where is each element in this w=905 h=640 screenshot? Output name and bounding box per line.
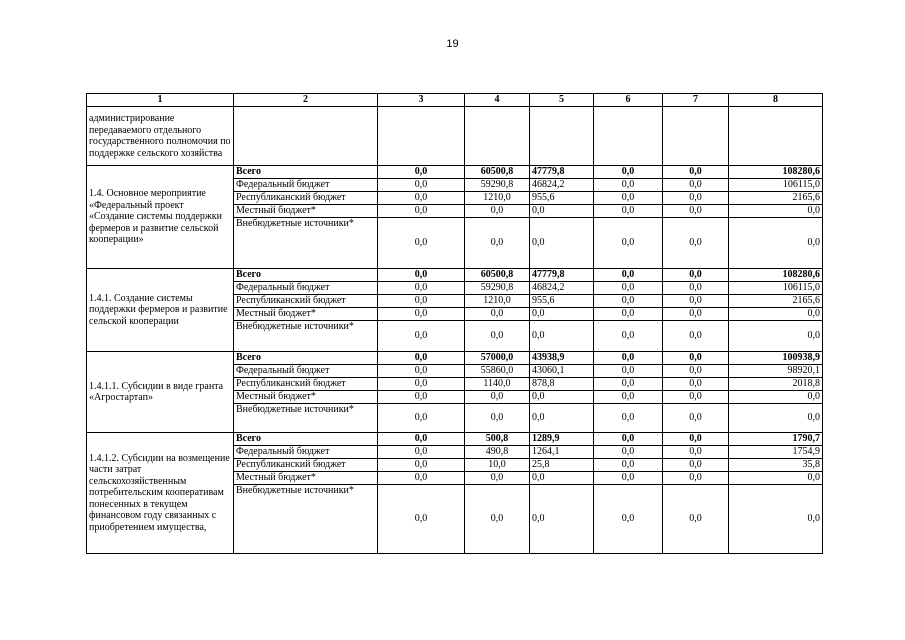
value-cell-8: 0,0: [729, 472, 823, 485]
value-cell-4: 0,0: [465, 472, 530, 485]
column-header: 2: [234, 94, 378, 107]
value-cell-8: 2165,6: [729, 192, 823, 205]
value-cell-4: 59290,8: [465, 179, 530, 192]
value-cell-3: 0,0: [378, 269, 465, 282]
column-header: 4: [465, 94, 530, 107]
value-cell-3: 0,0: [378, 295, 465, 308]
value-cell-3: 0,0: [378, 179, 465, 192]
funding-source: Внебюджетные источники*: [234, 321, 378, 352]
table-row-total: [87, 433, 823, 446]
value-cell-4: 0,0: [465, 218, 530, 269]
value-cell-3: 0,0: [378, 218, 465, 269]
value-cell-8: 1790,7: [729, 433, 823, 446]
table-row-total: [87, 352, 823, 365]
value-cell-7: 0,0: [663, 282, 729, 295]
value-cell-5: 0,0: [530, 485, 594, 554]
value-cell-5: 0,0: [530, 391, 594, 404]
header-row: [87, 94, 823, 107]
table-row-total: [87, 166, 823, 179]
value-cell-3: 0,0: [378, 282, 465, 295]
table-body: [87, 107, 823, 554]
value-cell-6: 0,0: [594, 192, 663, 205]
continuation-row: [87, 107, 823, 166]
column-header: 1: [87, 94, 234, 107]
value-cell-8: 2018,8: [729, 378, 823, 391]
value-cell-3: 0,0: [378, 321, 465, 352]
value-cell-8: 98920,1: [729, 365, 823, 378]
value-cell-6: 0,0: [594, 218, 663, 269]
value-cell-6: 0,0: [594, 485, 663, 554]
value-cell-5: 0,0: [530, 472, 594, 485]
value-cell-3: 0,0: [378, 391, 465, 404]
value-cell-8: 100938,9: [729, 352, 823, 365]
value-cell-7: 0,0: [663, 472, 729, 485]
value-cell-4: 60500,8: [465, 269, 530, 282]
value-cell-4: 500,8: [465, 433, 530, 446]
table-cell: [378, 107, 465, 166]
value-cell-6: 0,0: [594, 282, 663, 295]
value-cell-4: 0,0: [465, 308, 530, 321]
value-cell-4: 1210,0: [465, 295, 530, 308]
value-cell-5: 878,8: [530, 378, 594, 391]
value-cell-6: 0,0: [594, 365, 663, 378]
item-description: 1.4.1. Создание системы поддержки фермеров и развитие сельской кооперации: [87, 269, 234, 352]
value-cell-3: 0,0: [378, 485, 465, 554]
value-cell-7: 0,0: [663, 446, 729, 459]
value-cell-8: 1754,9: [729, 446, 823, 459]
budget-table: [86, 93, 823, 554]
funding-source: Всего: [234, 433, 378, 446]
value-cell-3: 0,0: [378, 365, 465, 378]
value-cell-5: 25,8: [530, 459, 594, 472]
value-cell-6: 0,0: [594, 404, 663, 433]
column-header: 5: [530, 94, 594, 107]
value-cell-6: 0,0: [594, 472, 663, 485]
funding-source: Всего: [234, 352, 378, 365]
value-cell-5: 0,0: [530, 321, 594, 352]
table-cell: [594, 107, 663, 166]
table-cell: [530, 107, 594, 166]
value-cell-5: 46824,2: [530, 179, 594, 192]
item-description: 1.4.1.1. Субсидии в виде гранта «Агростартап»: [87, 352, 234, 433]
value-cell-6: 0,0: [594, 321, 663, 352]
item-description: 1.4. Основное мероприятие «Федеральный проект «Создание системы поддержки фермеров и развитие сельской кооперации»: [87, 166, 234, 269]
value-cell-5: 1264,1: [530, 446, 594, 459]
value-cell-8: 0,0: [729, 391, 823, 404]
value-cell-7: 0,0: [663, 433, 729, 446]
funding-source: Федеральный бюджет: [234, 446, 378, 459]
value-cell-6: 0,0: [594, 295, 663, 308]
value-cell-4: 0,0: [465, 391, 530, 404]
value-cell-6: 0,0: [594, 205, 663, 218]
item-description: 1.4.1.2. Субсидии на возмещение части затрат сельскохозяйственным потребительским кооперативам понесенных в текущем финансовом году связанных с приобретением имущества,: [87, 433, 234, 554]
value-cell-7: 0,0: [663, 295, 729, 308]
value-cell-7: 0,0: [663, 179, 729, 192]
page-number: 19: [446, 38, 459, 50]
value-cell-5: 0,0: [530, 308, 594, 321]
funding-source: Внебюджетные источники*: [234, 218, 378, 269]
value-cell-4: 0,0: [465, 485, 530, 554]
table-row-total: [87, 269, 823, 282]
funding-source: Республиканский бюджет: [234, 459, 378, 472]
value-cell-7: 0,0: [663, 269, 729, 282]
value-cell-7: 0,0: [663, 308, 729, 321]
value-cell-5: 46824,2: [530, 282, 594, 295]
value-cell-5: 0,0: [530, 404, 594, 433]
value-cell-5: 43938,9: [530, 352, 594, 365]
value-cell-8: 108280,6: [729, 166, 823, 179]
value-cell-8: 108280,6: [729, 269, 823, 282]
value-cell-8: 0,0: [729, 485, 823, 554]
value-cell-8: 106115,0: [729, 179, 823, 192]
column-header: 7: [663, 94, 729, 107]
value-cell-4: 0,0: [465, 404, 530, 433]
value-cell-4: 0,0: [465, 321, 530, 352]
column-header: 8: [729, 94, 823, 107]
value-cell-3: 0,0: [378, 308, 465, 321]
funding-source: Местный бюджет*: [234, 472, 378, 485]
table-cell: [663, 107, 729, 166]
table-cell: [465, 107, 530, 166]
value-cell-4: 10,0: [465, 459, 530, 472]
funding-source: Федеральный бюджет: [234, 365, 378, 378]
value-cell-3: 0,0: [378, 205, 465, 218]
value-cell-6: 0,0: [594, 352, 663, 365]
value-cell-5: 0,0: [530, 205, 594, 218]
funding-source: Внебюджетные источники*: [234, 485, 378, 554]
value-cell-8: 0,0: [729, 218, 823, 269]
value-cell-3: 0,0: [378, 459, 465, 472]
funding-source: Федеральный бюджет: [234, 179, 378, 192]
funding-source: Местный бюджет*: [234, 391, 378, 404]
value-cell-7: 0,0: [663, 391, 729, 404]
value-cell-5: 955,6: [530, 295, 594, 308]
funding-source: Республиканский бюджет: [234, 192, 378, 205]
value-cell-8: 0,0: [729, 321, 823, 352]
value-cell-6: 0,0: [594, 446, 663, 459]
table-cell: [234, 107, 378, 166]
funding-source: Местный бюджет*: [234, 205, 378, 218]
value-cell-4: 1210,0: [465, 192, 530, 205]
funding-source: Республиканский бюджет: [234, 295, 378, 308]
value-cell-3: 0,0: [378, 192, 465, 205]
value-cell-4: 59290,8: [465, 282, 530, 295]
value-cell-6: 0,0: [594, 433, 663, 446]
value-cell-6: 0,0: [594, 166, 663, 179]
value-cell-7: 0,0: [663, 352, 729, 365]
value-cell-7: 0,0: [663, 485, 729, 554]
value-cell-3: 0,0: [378, 472, 465, 485]
value-cell-8: 0,0: [729, 404, 823, 433]
value-cell-5: 1289,9: [530, 433, 594, 446]
value-cell-3: 0,0: [378, 378, 465, 391]
value-cell-7: 0,0: [663, 321, 729, 352]
value-cell-7: 0,0: [663, 192, 729, 205]
value-cell-3: 0,0: [378, 446, 465, 459]
value-cell-6: 0,0: [594, 269, 663, 282]
value-cell-6: 0,0: [594, 179, 663, 192]
value-cell-7: 0,0: [663, 166, 729, 179]
funding-source: Внебюджетные источники*: [234, 404, 378, 433]
funding-source: Всего: [234, 269, 378, 282]
funding-source: Местный бюджет*: [234, 308, 378, 321]
value-cell-3: 0,0: [378, 404, 465, 433]
value-cell-8: 106115,0: [729, 282, 823, 295]
funding-source: Федеральный бюджет: [234, 282, 378, 295]
value-cell-4: 60500,8: [465, 166, 530, 179]
value-cell-7: 0,0: [663, 205, 729, 218]
value-cell-3: 0,0: [378, 433, 465, 446]
value-cell-3: 0,0: [378, 166, 465, 179]
column-header: 6: [594, 94, 663, 107]
value-cell-8: 35,8: [729, 459, 823, 472]
value-cell-5: 47779,8: [530, 166, 594, 179]
value-cell-3: 0,0: [378, 352, 465, 365]
value-cell-7: 0,0: [663, 404, 729, 433]
value-cell-8: 0,0: [729, 205, 823, 218]
value-cell-4: 55860,0: [465, 365, 530, 378]
value-cell-4: 490,8: [465, 446, 530, 459]
value-cell-4: 1140,0: [465, 378, 530, 391]
value-cell-6: 0,0: [594, 308, 663, 321]
value-cell-6: 0,0: [594, 391, 663, 404]
value-cell-8: 2165,6: [729, 295, 823, 308]
continuation-description: администрирование передаваемого отдельного государственного полномочия по поддержке сельского хозяйства: [87, 107, 234, 166]
value-cell-6: 0,0: [594, 378, 663, 391]
funding-source: Республиканский бюджет: [234, 378, 378, 391]
value-cell-5: 0,0: [530, 218, 594, 269]
value-cell-4: 57000,0: [465, 352, 530, 365]
table-cell: [729, 107, 823, 166]
funding-source: Всего: [234, 166, 378, 179]
value-cell-8: 0,0: [729, 308, 823, 321]
value-cell-7: 0,0: [663, 378, 729, 391]
value-cell-4: 0,0: [465, 205, 530, 218]
value-cell-5: 47779,8: [530, 269, 594, 282]
value-cell-7: 0,0: [663, 459, 729, 472]
column-header: 3: [378, 94, 465, 107]
value-cell-5: 43060,1: [530, 365, 594, 378]
value-cell-7: 0,0: [663, 218, 729, 269]
value-cell-7: 0,0: [663, 365, 729, 378]
value-cell-6: 0,0: [594, 459, 663, 472]
value-cell-5: 955,6: [530, 192, 594, 205]
